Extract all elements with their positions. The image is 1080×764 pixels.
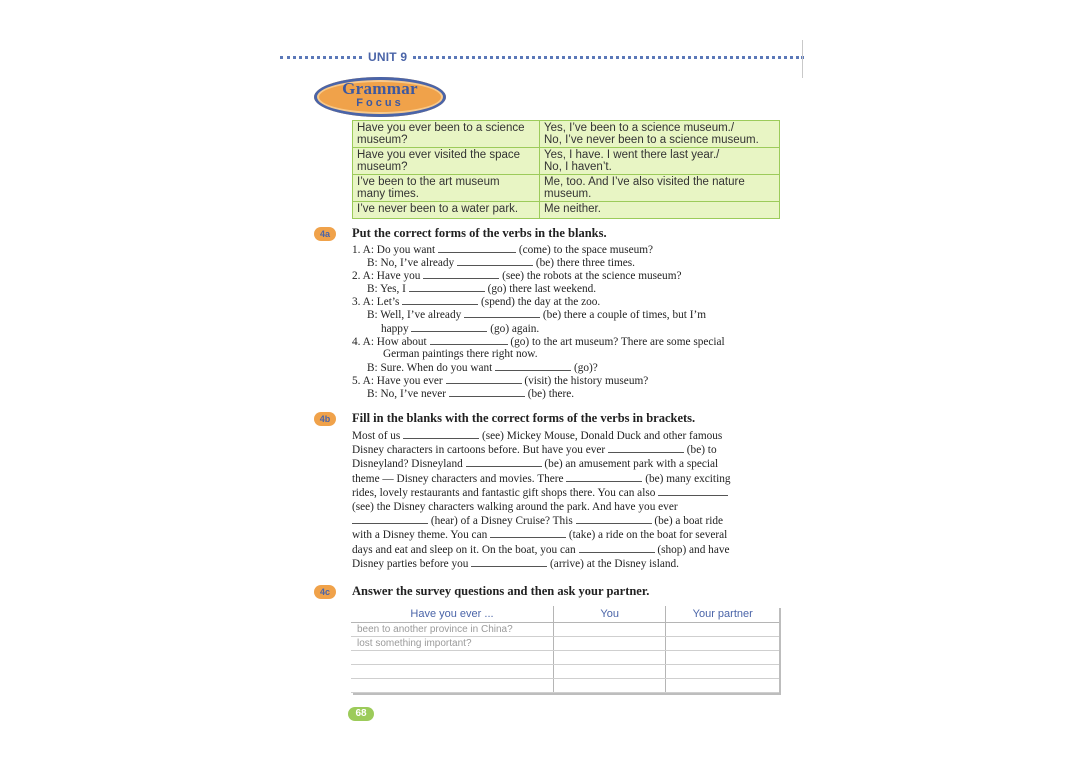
answer-blank[interactable] (566, 472, 642, 482)
exercise-text: 1. A: Do you want (352, 244, 436, 256)
survey-question[interactable] (351, 679, 553, 693)
passage-line (352, 514, 780, 528)
exercise-line (352, 322, 725, 335)
survey-answer-partner[interactable] (666, 679, 779, 693)
exercise-text: (visit) the history museum? (524, 374, 649, 387)
passage-text: Disneyland? Disneyland (352, 458, 463, 471)
exercise-4a-instruction: Put the correct forms of the verbs in the blanks. (352, 226, 607, 240)
passage-text: Disney characters in cartoons before. But have you ever (352, 444, 606, 457)
survey-question: been to another province in China? (351, 623, 553, 637)
grammar-cell-left (353, 175, 540, 202)
answer-blank[interactable] (438, 243, 516, 253)
exercise-4a-body (352, 243, 725, 400)
answer-blank[interactable] (446, 374, 522, 384)
exercise-4c-badge: 4c (314, 585, 336, 599)
survey-header-question: Have you ever ... (351, 606, 553, 623)
grammar-text: Yes, I’ve been to a science museum./ (544, 122, 735, 134)
grammar-row (353, 202, 780, 219)
exercise-line (352, 256, 725, 269)
exercise-text: 2. A: Have you (352, 270, 421, 283)
passage-text: (see) Mickey Mouse, Donald Duck and other famous (482, 430, 723, 442)
answer-blank[interactable] (457, 256, 533, 266)
answer-blank[interactable] (658, 486, 728, 496)
grammar-text: No, I’ve never been to a science museum. (544, 133, 759, 146)
passage-text: with a Disney theme. You can (352, 529, 488, 542)
survey-answer-you[interactable] (553, 665, 665, 679)
passage-line (352, 429, 780, 443)
grammar-cell-right (540, 175, 780, 202)
header-dots-left (280, 56, 362, 59)
exercise-text: B: Well, I’ve already (367, 309, 462, 322)
passage-line (352, 457, 780, 471)
exercise-line (352, 387, 725, 400)
survey-row (351, 623, 779, 637)
exercise-text: (be) there. (527, 388, 575, 401)
exercise-text: (see) the robots at the science museum? (502, 270, 682, 283)
survey-question[interactable] (351, 665, 553, 679)
grammar-text: Have you ever been to a science (357, 122, 525, 134)
survey-row (351, 651, 779, 665)
grammar-text: many times. (357, 187, 419, 200)
exercise-4a-badge: 4a (314, 227, 336, 241)
passage-text: (hear) of a Disney Cruise? This (430, 515, 573, 528)
survey-row (351, 679, 779, 693)
grammar-focus-subtitle: Focus (356, 97, 404, 109)
grammar-text: museum? (357, 133, 408, 146)
passage-line (352, 500, 780, 514)
passage-line (352, 443, 780, 457)
answer-blank[interactable] (466, 457, 542, 467)
exercise-text: happy (381, 322, 409, 335)
passage-text: Most of us (352, 430, 401, 442)
survey-header-partner: Your partner (666, 606, 779, 623)
survey-answer-partner[interactable] (666, 651, 779, 665)
grammar-text: No, I haven’t. (544, 160, 612, 173)
unit-label: UNIT 9 (368, 50, 408, 64)
exercise-line (352, 269, 725, 282)
grammar-row (353, 148, 780, 175)
exercise-text: (go)? (573, 361, 598, 374)
exercise-line (352, 282, 725, 295)
passage-text: (arrive) at the Disney island. (550, 557, 679, 570)
exercise-text: (come) to the space museum? (518, 244, 654, 256)
survey-row (351, 637, 779, 651)
grammar-text: I’ve been to the art museum (357, 176, 500, 188)
exercise-line (352, 348, 725, 361)
grammar-text: Have you ever visited the space (357, 149, 521, 161)
passage-line (352, 557, 780, 571)
exercise-text: (go) again. (490, 322, 540, 335)
grammar-cell-left (353, 148, 540, 175)
page-edge-rule (802, 40, 803, 78)
exercise-line (352, 243, 725, 256)
grammar-text: Me neither. (544, 203, 601, 215)
answer-blank[interactable] (402, 295, 478, 305)
exercise-line (352, 361, 725, 374)
exercise-text: B: Yes, I (367, 283, 406, 296)
survey-answer-you[interactable] (553, 651, 665, 665)
unit-header (280, 48, 804, 66)
exercise-text: (go) there last weekend. (487, 283, 597, 296)
answer-blank[interactable] (449, 387, 525, 397)
answer-blank[interactable] (471, 557, 547, 567)
survey-answer-partner[interactable] (666, 637, 779, 651)
answer-blank[interactable] (430, 335, 508, 345)
page-number: 68 (348, 707, 374, 721)
passage-text: theme — Disney characters and movies. There (352, 472, 564, 485)
header-dots-right (413, 56, 804, 59)
survey-row (351, 665, 779, 679)
answer-blank[interactable] (490, 528, 566, 538)
exercise-text: B: No, I’ve already (367, 257, 455, 270)
exercise-text: 5. A: Have you ever (352, 374, 443, 387)
exercise-text: 4. A: How about (352, 335, 427, 348)
answer-blank[interactable] (411, 322, 487, 332)
exercise-text: 3. A: Let’s (352, 296, 400, 309)
exercise-line (352, 295, 725, 308)
passage-text: (be) to (686, 444, 717, 457)
survey-question[interactable] (351, 651, 553, 665)
survey-answer-you[interactable] (553, 679, 665, 693)
passage-text: rides, lovely restaurants and fantastic gift shops there. You can also (352, 486, 656, 499)
answer-blank[interactable] (576, 514, 652, 524)
exercise-line (352, 374, 725, 387)
exercise-line (352, 308, 725, 321)
passage-line (352, 472, 780, 486)
passage-text: (see) the Disney characters walking around the park. And have you ever (352, 500, 678, 513)
passage-text: Disney parties before you (352, 557, 469, 570)
passage-line (352, 486, 780, 500)
exercise-4b-instruction: Fill in the blanks with the correct forms of the verbs in brackets. (352, 411, 696, 425)
answer-blank[interactable] (608, 443, 684, 453)
grammar-text: I’ve never been to a water park. (357, 203, 519, 215)
exercise-text: (be) there three times. (535, 257, 635, 270)
exercise-4b-passage (352, 429, 780, 571)
answer-blank[interactable] (495, 361, 571, 371)
grammar-focus-title: Grammar (342, 79, 418, 98)
grammar-row (353, 121, 780, 148)
grammar-cell-right (540, 148, 780, 175)
passage-text: (be) a boat ride (654, 515, 724, 528)
survey-answer-you[interactable] (553, 623, 665, 637)
passage-text: (be) an amusement park with a special (544, 458, 719, 471)
grammar-cell-right (540, 121, 780, 148)
grammar-text: Me, too. And I’ve also visited the nature (544, 176, 745, 188)
exercise-line (352, 335, 725, 348)
survey-answer-partner[interactable] (666, 623, 779, 637)
answer-blank[interactable] (423, 269, 499, 279)
answer-blank[interactable] (409, 282, 485, 292)
grammar-row (353, 175, 780, 202)
grammar-cell-left (353, 202, 540, 219)
answer-blank[interactable] (464, 308, 540, 318)
answer-blank[interactable] (403, 429, 479, 439)
grammar-focus-badge (314, 77, 446, 117)
passage-text: (be) many exciting (645, 472, 731, 485)
grammar-cell-left (353, 121, 540, 148)
grammar-text: Yes, I have. I went there last year./ (544, 149, 720, 161)
passage-line (352, 528, 780, 542)
exercise-4c-instruction: Answer the survey questions and then ask your partner. (352, 584, 650, 598)
survey-header-you: You (553, 606, 665, 623)
grammar-text: museum. (544, 187, 592, 200)
passage-text: days and eat and sleep on it. On the boat, you can (352, 543, 576, 556)
grammar-cell-right (540, 202, 780, 219)
survey-question: lost something important? (351, 637, 553, 651)
exercise-text: B: No, I’ve never (367, 388, 447, 401)
survey-table (351, 606, 779, 693)
survey-answer-you[interactable] (553, 637, 665, 651)
grammar-table (352, 120, 780, 219)
grammar-text: museum? (357, 160, 408, 173)
answer-blank[interactable] (352, 514, 428, 524)
passage-line (352, 543, 780, 557)
answer-blank[interactable] (579, 543, 655, 553)
passage-text: (shop) and have (657, 543, 730, 556)
exercise-text: (go) to the art museum? There are some special (510, 335, 725, 348)
passage-text: (take) a ride on the boat for several (568, 529, 728, 542)
exercise-text: (spend) the day at the zoo. (481, 296, 601, 309)
exercise-text: B: Sure. When do you want (367, 361, 493, 374)
exercise-4b-badge: 4b (314, 412, 336, 426)
exercise-text: (be) there a couple of times, but I’m (542, 309, 707, 322)
survey-header-row (351, 606, 779, 623)
survey-answer-partner[interactable] (666, 665, 779, 679)
exercise-text: German paintings there right now. (383, 347, 538, 360)
